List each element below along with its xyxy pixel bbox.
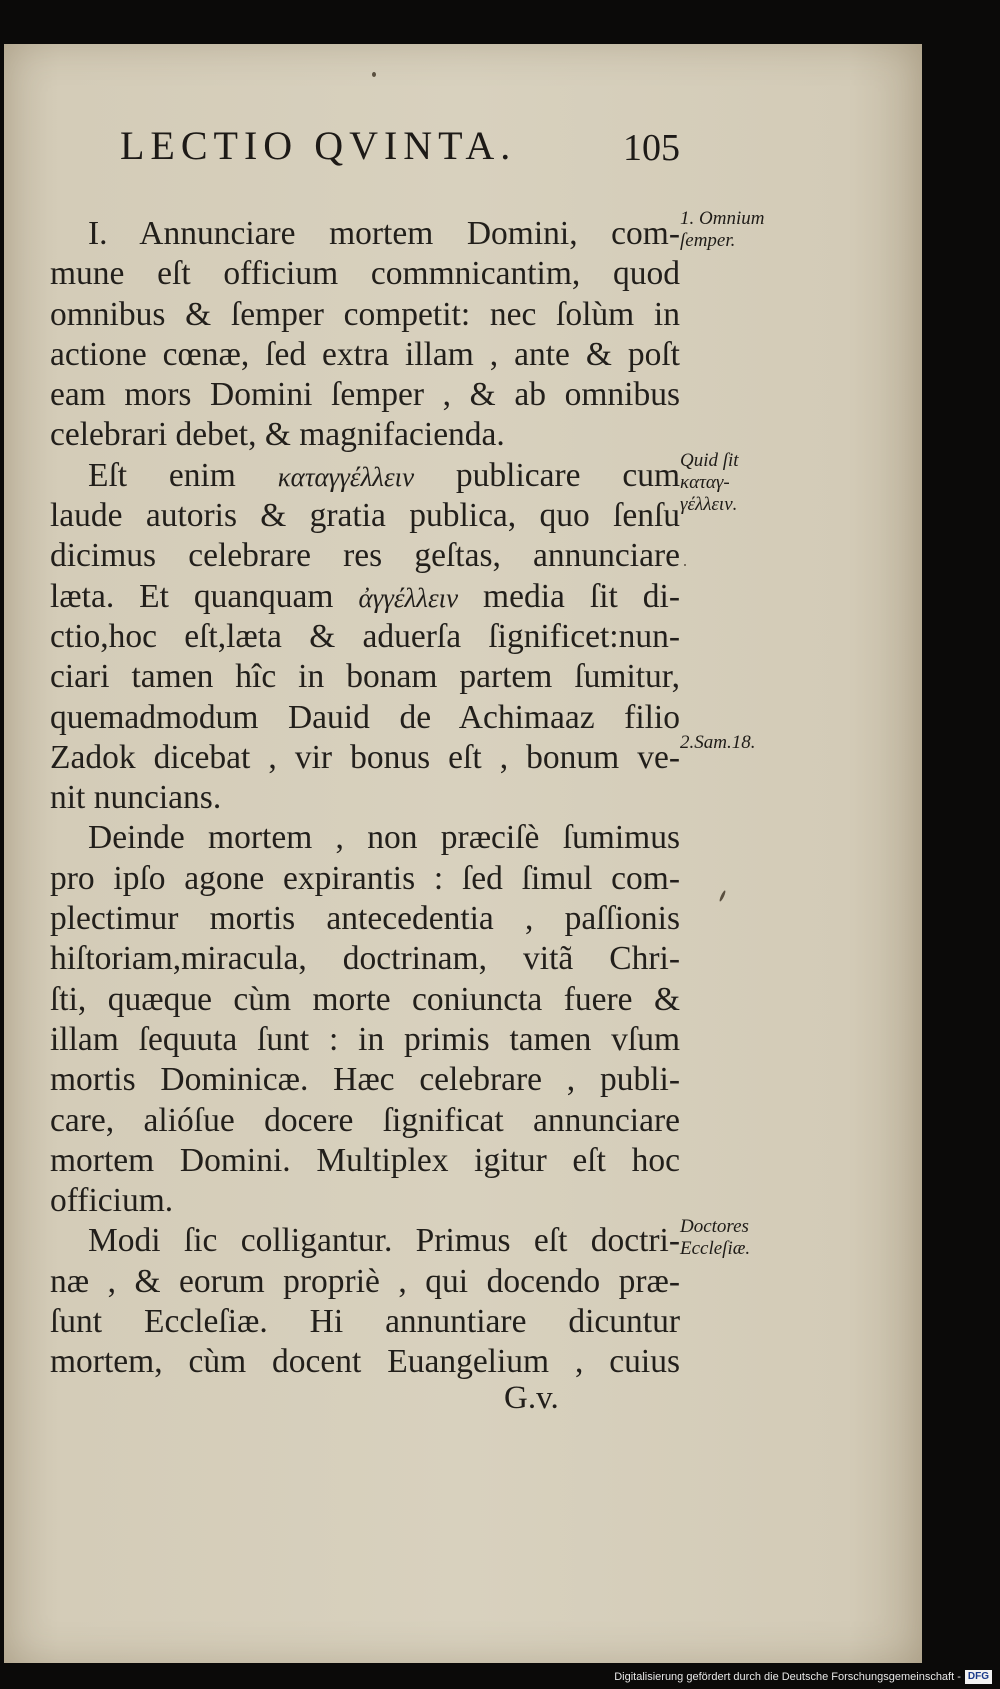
text-line [50,536,680,576]
margin-note [680,1216,750,1260]
footer-credit [614,1668,992,1686]
line-text: dicimus celebrare res geſtas, annunciare [50,537,680,575]
line-text: laude autoris & gratia publica, quo ſenſu [50,497,680,535]
line-text-after: media ſit di- [458,577,680,615]
line-text: Eſt enim [88,456,236,494]
line-text: næ , & eorum propriè , qui docendo præ- [50,1262,680,1300]
line-text: eam mors Domini ſemper , & ab omnibus [50,376,680,414]
text-line [50,1342,680,1382]
text-line [50,214,680,254]
text-line [50,415,680,455]
line-text: plectimur mortis antecedentia , paſſionis [50,900,680,938]
line-text: læta. Et quanquam [50,577,334,615]
line-text: omnibus & ſemper competit: nec ſolùm in [50,295,680,333]
text-line [50,456,680,496]
line-text: ſti, quæque cùm morte coniuncta fuere & [50,980,680,1018]
line-text: officium. [50,1182,174,1220]
text-line [50,980,680,1020]
margin-note [680,450,739,516]
line-text: Zadok dicebat , vir bonus eſt , bonum ve- [50,738,680,776]
line-text: ſunt Eccleſiæ. Hi annuntiare dicuntur [50,1303,680,1341]
line-text: mune eſt officium commnicantim, quod [50,255,680,293]
line-text: care, alióſue docere ſignificat annunciare [50,1101,680,1139]
paper-speck [719,890,727,902]
book-page [4,44,922,1663]
text-line [50,818,680,858]
text-line [50,859,680,899]
line-text: mortem Domini. Multiplex igitur eſt hoc [50,1141,680,1179]
margin-note [680,208,764,252]
text-line [50,939,680,979]
text-line [50,254,680,294]
margin-note-line: ſemper. [680,230,736,251]
text-line [50,698,680,738]
page-number: 105 [623,127,680,169]
line-text: celebrari debet, & magnifacienda. [50,416,505,454]
paper-speck [684,564,686,566]
margin-note [680,732,755,754]
line-text: illam ſequuta ſunt : in primis tamen vſum [50,1020,680,1058]
line-text: quemadmodum Dauid de Achimaaz filio [50,698,680,736]
paper-speck [372,72,376,77]
margin-note-line: Doctores [680,1215,749,1237]
text-line [50,335,680,375]
text-line [50,657,680,697]
margin-note-line: καταγ- [680,471,730,493]
line-text: nit nuncians. [50,779,222,817]
line-text: mortem, cùm docent Euangelium , cuius [50,1343,680,1381]
text-line [50,295,680,335]
text-line [50,738,680,778]
line-text: ciari tamen hîc in bonam partem ſumitur, [50,658,680,696]
catchword: G.v. [504,1380,559,1416]
text-line [50,1262,680,1302]
line-text: ctio,hoc eſt,læta & aduerſa ſignificet:nun- [50,617,680,655]
body-text [50,214,680,1383]
text-line [50,899,680,939]
text-line [50,375,680,415]
running-title: LECTIO QVINTA. [120,123,517,168]
margin-note-line: 2.Sam.18. [680,731,756,753]
text-line [50,1020,680,1060]
text-line [50,1101,680,1141]
greek-word: ἀγγέλλειν [358,582,459,613]
margin-note-line: Eccleſiæ. [680,1237,751,1259]
running-head [120,122,680,182]
text-line [50,1221,680,1261]
line-text: Modi ſic colligantur. Primus eſt doctri- [88,1222,680,1260]
margin-note-line: γέλλειν. [680,493,738,515]
text-line [50,496,680,536]
text-line [50,1060,680,1100]
text-line [50,1302,680,1342]
dfg-logo: DFG [965,1670,992,1684]
text-line [50,1181,680,1221]
line-text: Deinde mortem , non præciſè ſumimus [88,819,680,857]
text-line [50,617,680,657]
line-text-after: publicare cum [414,456,681,494]
text-line [50,1141,680,1181]
text-line [50,577,680,617]
line-text: pro ipſo agone expirantis : ſed ſimul com- [50,859,680,897]
line-text: mortis Dominicæ. Hæc celebrare , publi- [50,1061,680,1099]
line-text: actione cœnæ, ſed extra illam , ante & poſt [50,335,680,373]
margin-note-line: Quid ſit [680,449,739,471]
margin-note-line: 1. Omnium [680,208,765,229]
line-text: hiſtoriam,miracula, doctrinam, vitã Chri- [50,940,680,978]
line-text: I. Annunciare mortem Domini, com- [88,215,680,252]
footer-credit-text: Digitalisierung gefördert durch die Deutsche Forschungsgemeinschaft - [614,1671,961,1683]
greek-word: καταγγέλλειν [277,461,415,492]
text-line [50,778,680,818]
